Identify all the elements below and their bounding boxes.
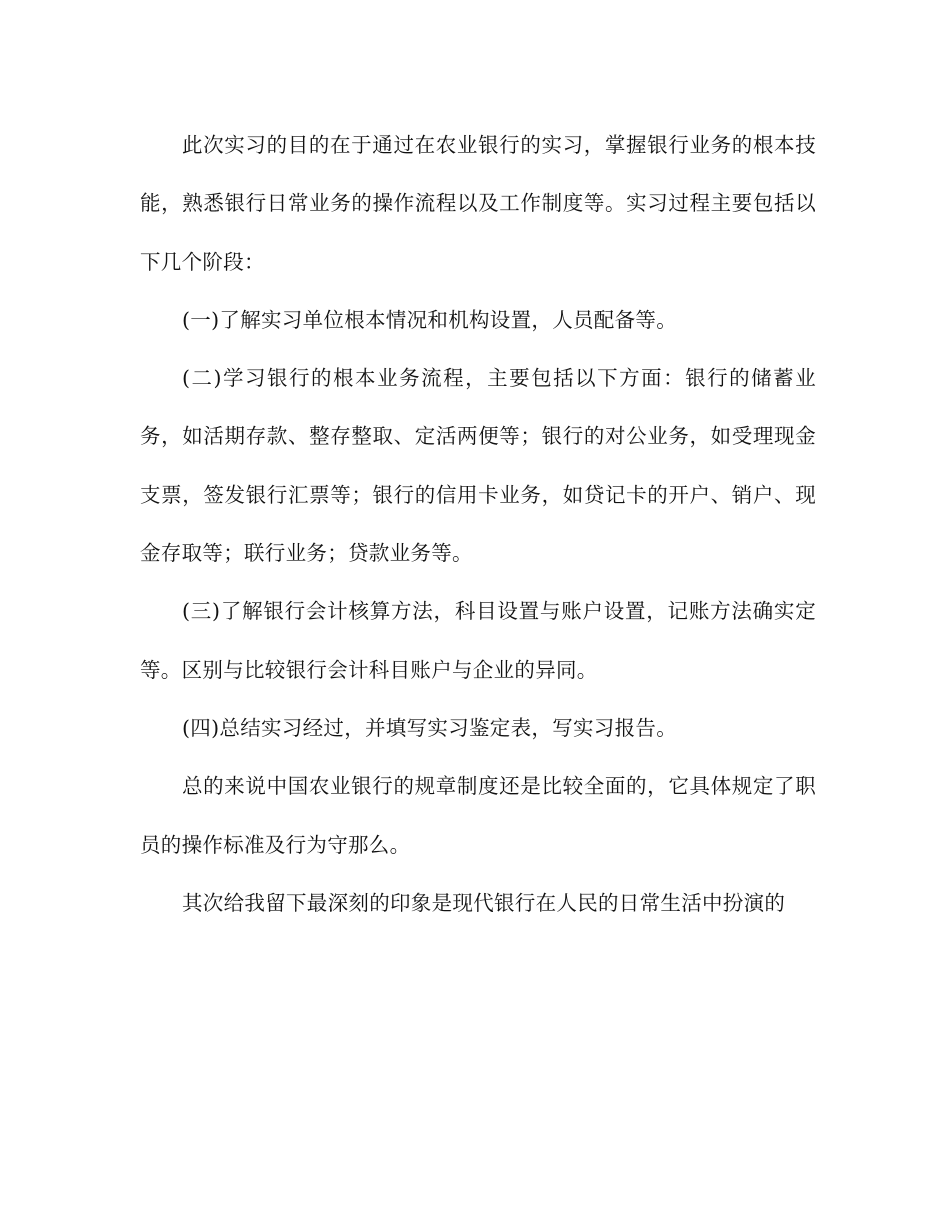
paragraph-summary: 总的来说中国农业银行的规章制度还是比较全面的，它具体规定了职员的操作标准及行为守那么。 [140,774,816,857]
paragraph-stage-two: (二)学习银行的根本业务流程，主要包括以下方面：银行的储蓄业务，如活期存款、整存整取、定活两便等；银行的对公业务，如受理现金支票，签发银行汇票等；银行的信用卡业务，如贷记卡的开户、销户、现金存取等；联行业务；贷款业务等。 [140,366,816,566]
paragraph-stage-one: (一)了解实习单位根本情况和机构设置，人员配备等。 [182,307,677,332]
document-body [140,116,816,932]
paragraph-stage-four: (四)总结实习经过，并填写实习鉴定表，写实习报告。 [182,715,677,740]
paragraph-purpose: 此次实习的目的在于通过在农业银行的实习，掌握银行业务的根本技能，熟悉银行日常业务的操作流程以及工作制度等。实习过程主要包括以下几个阶段： [140,133,816,274]
paragraph-impression: 其次给我留下最深刻的印象是现代银行在人民的日常生活中扮演的 [182,890,786,915]
paragraph-stage-three: (三)了解银行会计核算方法，科目设置与账户设置，记账方法确实定等。区别与比较银行会计科目账户与企业的异同。 [140,599,816,682]
